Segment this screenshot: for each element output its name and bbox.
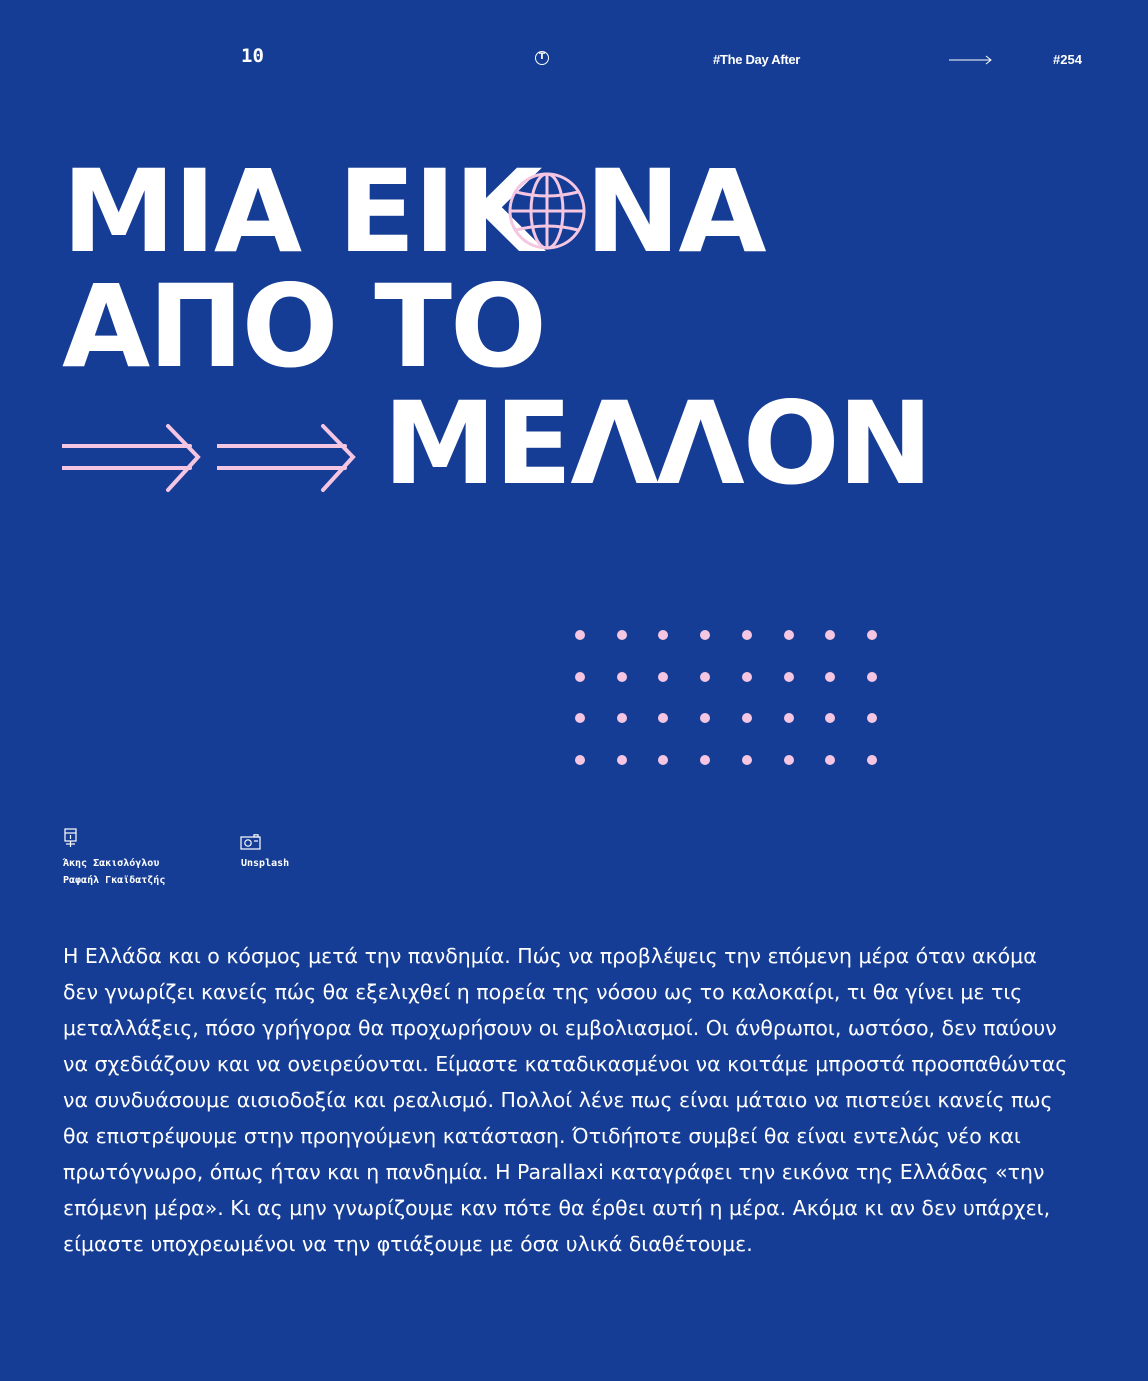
headline-line-1-start: ΜΙΑ ΕΙΚ xyxy=(62,145,541,278)
decorative-dot xyxy=(617,672,627,682)
author-name: Άκης Σακισλόγλου xyxy=(63,858,160,869)
decorative-dot xyxy=(700,713,710,723)
headline-line-3: ΜΕΛΛΟΝ xyxy=(383,377,932,510)
decorative-dot xyxy=(742,755,752,765)
issue-number: #254 xyxy=(1053,52,1082,67)
section-tag-link[interactable]: #The Day After xyxy=(713,52,801,67)
author-name: Ραφαήλ Γκαϊδατζής xyxy=(63,875,166,886)
decorative-dot xyxy=(784,755,794,765)
decorative-dot xyxy=(700,630,710,640)
decorative-dot xyxy=(742,630,752,640)
decorative-dot xyxy=(575,755,585,765)
decorative-dot xyxy=(575,672,585,682)
headline-line-1-end: ΝΑ xyxy=(585,145,765,278)
camera-icon xyxy=(240,834,262,850)
decorative-dot xyxy=(825,630,835,640)
decorative-dot xyxy=(575,713,585,723)
decorative-dot xyxy=(742,672,752,682)
decorative-dot xyxy=(784,713,794,723)
decorative-dot xyxy=(617,630,627,640)
decorative-dot xyxy=(742,713,752,723)
brand-logo-icon[interactable]: T xyxy=(535,51,549,65)
decorative-dot xyxy=(658,755,668,765)
decorative-dot xyxy=(658,672,668,682)
dot-grid-decoration xyxy=(575,630,877,766)
double-arrow-right-icon xyxy=(217,422,357,494)
decorative-dot xyxy=(617,713,627,723)
decorative-dot xyxy=(658,713,668,723)
decorative-dot xyxy=(867,630,877,640)
double-arrow-right-icon xyxy=(62,422,202,494)
globe-icon xyxy=(506,170,588,252)
headline xyxy=(0,0,1148,520)
decorative-dot xyxy=(867,755,877,765)
decorative-dot xyxy=(575,630,585,640)
decorative-dot xyxy=(867,713,877,723)
decorative-dot xyxy=(867,672,877,682)
photo-credit: Unsplash xyxy=(241,858,290,869)
intro-paragraph: Η Ελλάδα και ο κόσμος μετά την πανδημία. Πώς να προβλέψεις την επόμενη μέρα όταν ακόμα δεν γνωρίζει κανείς πώς θα εξελιχθεί η πορεία της νόσου ως το καλοκαίρι, τι θα γίνει με τις μεταλλάξεις, πόσο γρήγορα θα προχωρήσουν οι εμβολιασμοί. Οι άνθρωποι, ωστόσο, δεν παύουν να σχεδιάζουν και να ονειρεύονται. Είμαστε καταδικασμένοι να κοιτάμε μπροστά προσπαθώντας να συνδυάσουμε αισιοδοξία και ρεαλισμό. Πολλοί λένε πως είναι μάταιο να πιστεύει κανείς πως θα επιστρέψουμε στην προηγούμενη κατάσταση. Ότιδήποτε συμβεί θα είναι εντελώς νέο και πρωτόγνωρο, όπως ήταν και η πανδημία. Η Parallaxi καταγράφει την εικόνα της Ελλάδας «την επόμενη μέρα». Κι ας μην γνωρίζουμε καν πότε θα έρθει αυτή η μέρα. Ακόμα κι αν δεν υπάρχει, είμαστε υποχρεωμένοι να την φτιάξουμε με όσα υλικά διαθέτουμε. xyxy=(63,944,1068,1256)
decorative-dot xyxy=(825,755,835,765)
decorative-dot xyxy=(700,672,710,682)
decorative-dot xyxy=(825,713,835,723)
decorative-dot xyxy=(825,672,835,682)
decorative-dot xyxy=(784,630,794,640)
pen-icon xyxy=(62,828,80,848)
page-number: 10 xyxy=(241,45,264,67)
decorative-dot xyxy=(784,672,794,682)
decorative-dot xyxy=(700,755,710,765)
decorative-dot xyxy=(617,755,627,765)
decorative-dot xyxy=(658,630,668,640)
headline-line-2: ΑΠΟ ΤΟ xyxy=(62,260,545,393)
